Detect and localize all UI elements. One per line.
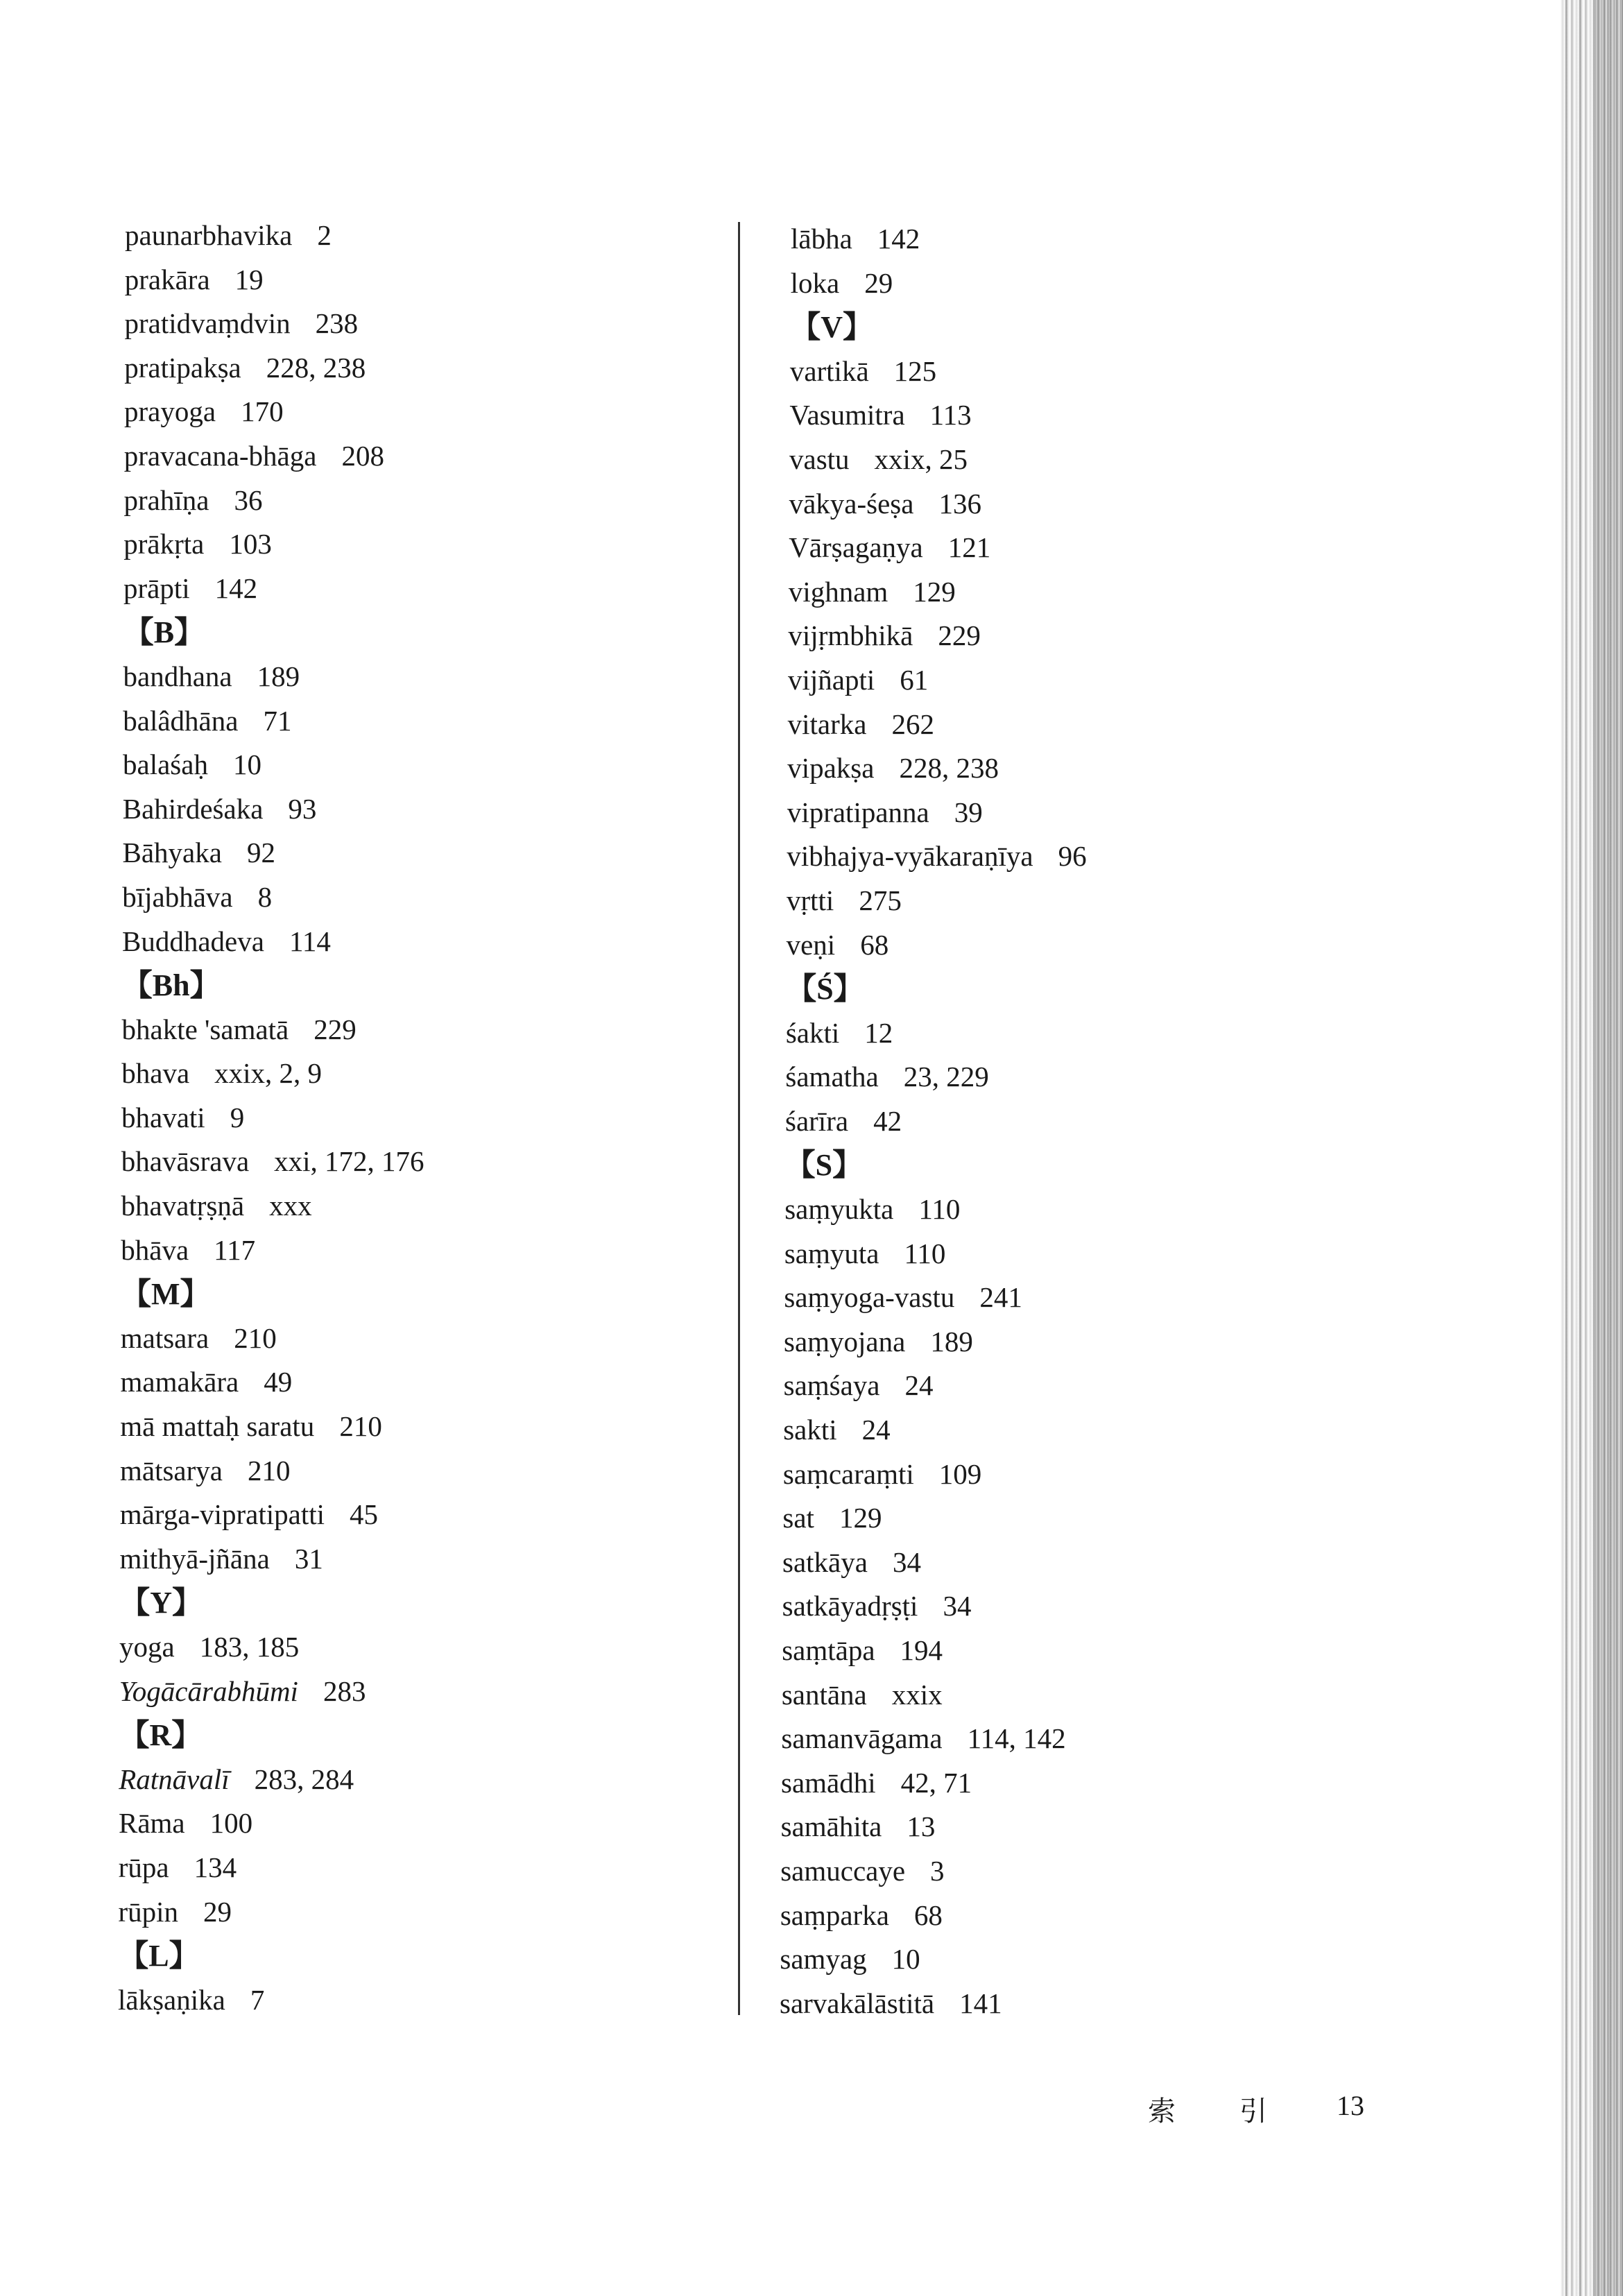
index-entry [123,787,424,832]
index-page-refs: 61 [900,663,929,696]
index-term: prahīṇa [123,483,209,516]
index-page-refs: 129 [839,1502,882,1534]
index-term: Vārṣagaṇya [789,531,923,564]
index-entry [125,302,424,346]
index-page-refs: 210 [234,1321,277,1354]
index-term: prākṛta [123,528,205,560]
index-entry [120,1405,424,1449]
index-page-refs: 283, 284 [254,1763,354,1795]
index-entry [120,1493,424,1537]
index-term: bhava [121,1057,190,1090]
index-term: samuccaye [780,1854,906,1887]
index-term: mamakāra [120,1366,239,1398]
index-entry [784,1188,1086,1232]
index-page-refs: 100 [209,1807,253,1840]
index-term: bhavāsrava [121,1145,250,1178]
index-entry [789,570,1087,615]
index-term: vipratipanna [787,796,929,828]
index-term: balâdhāna [123,704,239,737]
index-page-refs: 42, 71 [900,1766,972,1799]
index-term: Buddhadeva [122,925,264,957]
index-page-refs: 29 [203,1895,232,1928]
index-entry [120,1537,424,1582]
index-entry [781,1717,1086,1761]
index-page-refs: 134 [194,1851,237,1883]
index-term: vastu [789,443,850,475]
index-entry [122,875,424,920]
index-term: saṃyukta [784,1193,894,1226]
index-term: Vasumitra [789,399,905,431]
index-term: Rāma [119,1807,185,1840]
index-page-refs: 170 [241,395,284,428]
index-entry [783,1408,1086,1453]
index-term: prakāra [124,263,210,295]
index-page-refs: 142 [877,223,920,255]
index-entry [121,1052,424,1096]
index-page-refs: 229 [938,619,981,652]
index-entry [782,1629,1086,1673]
index-term: saṃyuta [784,1237,879,1269]
index-entry [119,1890,424,1935]
index-term: yoga [119,1631,175,1663]
index-term: pratipakṣa [124,351,241,384]
index-page-refs: 34 [892,1545,921,1578]
index-entry [119,1670,424,1714]
index-term: pravacana-bhāga [123,439,317,472]
index-section-header: 【L】 [118,1939,200,1973]
index-section-header: 【V】 [790,310,873,345]
index-page-refs: 210 [247,1454,291,1487]
index-term: prayoga [124,395,216,428]
index-entry [124,346,424,391]
index-term: vighnam [788,575,888,608]
index-term: pratidvaṃdvin [124,307,291,340]
index-term: śakti [785,1016,840,1049]
index-entry [787,791,1087,835]
index-entry [784,1232,1087,1276]
index-term: vitarka [787,708,867,740]
index-page-refs: 110 [918,1193,961,1226]
index-entry [118,1978,424,2023]
index-page-refs: 68 [860,928,889,961]
index-term: bhāva [121,1233,189,1266]
index-term: saṃcaraṃti [782,1457,914,1490]
index-term: Bahirdeśaka [122,792,264,825]
index-term: balaśaḥ [123,748,208,781]
index-entry [119,1625,424,1670]
index-entry [123,655,424,699]
index-entry [785,1055,1086,1099]
column-divider [738,222,740,2015]
index-entry [125,214,424,258]
index-section-header: 【Bh】 [121,968,221,1003]
index-term: bhakte 'samatā [121,1013,289,1045]
index-term: vibhajya-vyākaraṇīya [787,840,1033,873]
index-page-refs: xxix, 25 [874,443,968,475]
index-term: lābha [791,223,852,255]
index-entry [782,1584,1087,1629]
index-entry [125,258,424,302]
index-section-header: 【R】 [119,1718,203,1753]
index-entry [791,262,1087,306]
page-number: 13 [1337,2090,1364,2121]
index-page-refs: 228, 238 [899,752,999,785]
index-entry [784,1276,1086,1320]
footer-label-index-1: 索 [1148,2096,1176,2127]
index-term: vipakṣa [787,752,875,785]
index-section-header: 【Ś】 [786,972,864,1006]
index-term: mārga-vipratipatti [119,1498,325,1531]
index-term: veṇi [786,928,836,961]
index-entry [787,879,1087,923]
index-term: rūpin [118,1895,179,1928]
index-section-header: 【S】 [784,1148,864,1183]
index-entry [780,1982,1087,2026]
index-page-refs: 136 [938,487,981,520]
index-entry [790,350,1087,394]
index-entry [783,1453,1087,1497]
index-page-refs: 228, 238 [266,351,366,384]
index-page-refs: 49 [264,1366,293,1398]
index-entry [782,1541,1087,1585]
index-term: vākya-śeṣa [789,487,914,520]
index-entry [121,1317,424,1361]
index-column-right [780,217,1087,2025]
index-page-refs: 241 [979,1281,1022,1314]
index-page-refs: 71 [263,704,292,737]
index-page-refs: 68 [913,1899,943,1931]
footer-label-index-2: 引 [1239,2096,1267,2127]
index-entry [122,1008,424,1052]
index-entry [119,1758,424,1802]
index-entry [789,393,1086,438]
index-entry [121,1096,424,1140]
index-page-refs: xxix [891,1678,943,1711]
index-term: bījabhāva [122,880,233,913]
index-entry [780,1937,1086,1982]
index-entry [789,482,1087,526]
index-term: mā mattaḥ saratu [120,1410,315,1443]
index-page-refs: xxix, 2, 9 [214,1057,323,1090]
index-entry [121,1184,424,1228]
index-term: saṃśaya [783,1369,880,1402]
index-entry [780,1849,1086,1894]
index-term: sakti [783,1414,837,1446]
index-term: saṃyoga-vastu [784,1281,955,1314]
index-page-refs: 36 [234,483,263,516]
index-entry [119,1801,424,1846]
index-page-refs: 42 [873,1104,902,1137]
index-entry [787,923,1087,968]
index-page-refs: 275 [859,884,902,916]
index-entry [781,1805,1087,1849]
index-entry [124,434,424,479]
index-page-refs: 13 [907,1810,936,1843]
index-term: sarvakālāstitā [780,1987,935,2019]
index-term: vṛtti [787,884,834,916]
index-term: matsara [120,1321,209,1354]
index-page-refs: xxx [269,1190,312,1222]
index-section-header: 【Y】 [119,1586,203,1620]
index-column-left [118,214,424,2022]
index-term: śarīra [785,1104,849,1137]
index-page-refs: 93 [288,792,317,825]
scan-edge-shadow-dark [1595,0,1623,2296]
index-page-refs: 129 [913,575,956,608]
index-entry [791,217,1087,262]
index-section-header: 【B】 [123,615,205,650]
index-term: sat [782,1502,814,1534]
index-page-refs: xxi, 172, 176 [274,1145,424,1178]
index-term: samyag [780,1943,867,1976]
index-page-refs: 189 [930,1325,973,1357]
index-term: saṃparka [780,1899,889,1931]
index-term: saṃyojana [784,1325,906,1357]
index-page-refs: 125 [893,354,937,387]
index-term: saṃtāpa [782,1634,875,1666]
index-page-refs: 29 [864,266,893,299]
index-page-refs: 92 [246,837,275,869]
index-term: samādhi [781,1766,876,1799]
index-page-refs: 121 [947,531,991,564]
index-entry [782,1496,1086,1541]
index-page-refs: 24 [904,1369,934,1402]
index-page-refs: 189 [257,660,300,692]
index-page-refs: 103 [229,528,272,560]
index-page-refs: 96 [1058,840,1087,873]
index-term: rūpa [118,1851,169,1883]
index-page-refs: 9 [230,1101,245,1133]
index-entry [786,1011,1087,1056]
index-page-refs: 283 [323,1674,366,1707]
index-page-refs: 34 [943,1590,972,1622]
index-term: satkāya [782,1545,868,1578]
index-term: vijñapti [788,663,875,696]
index-entry [781,1761,1087,1806]
index-entry [121,1228,424,1273]
index-entry [121,1140,424,1184]
index-entry [119,1846,424,1890]
index-entry [784,1320,1087,1364]
index-entry [785,1099,1087,1144]
index-page-refs: 2 [317,219,332,251]
index-page-refs: 19 [234,263,264,295]
index-entry [123,831,424,875]
index-page-refs: 31 [294,1542,323,1575]
index-entry [787,746,1086,791]
index-entry [788,703,1087,747]
index-term: paunarbhavika [125,219,293,251]
index-term: bhavatṛṣṇā [121,1190,245,1222]
index-page-refs: 39 [954,796,983,828]
index-term: samanvāgama [781,1722,943,1755]
index-page-refs: 3 [930,1854,945,1887]
index-entry [123,699,424,744]
index-section-header: 【M】 [121,1277,211,1312]
index-term: prāpti [123,572,190,604]
index-entry [788,614,1086,658]
index-entry [122,920,424,964]
index-entry [789,438,1087,482]
index-term: Ratnāvalī [119,1763,230,1795]
index-page-refs: 262 [891,708,934,740]
index-entry [124,390,424,434]
index-entry [782,1673,1087,1717]
index-term: bandhana [123,660,232,692]
index-term: Bāhyaka [122,837,222,869]
index-page-refs: 7 [250,1983,265,2016]
index-page-refs: 12 [864,1016,893,1049]
index-page-refs: 8 [257,880,273,913]
index-page-refs: 10 [232,748,261,781]
index-term: mithyā-jñāna [119,1542,270,1575]
index-page-refs: 141 [959,1987,1002,2019]
index-term: satkāyadṛṣṭi [782,1590,918,1622]
index-term: Yogācārabhūmi [119,1674,298,1707]
index-term: santāna [781,1678,867,1711]
index-page-refs: 24 [861,1414,891,1446]
index-page-refs: 238 [315,307,359,340]
index-page-refs: 114, 142 [967,1722,1066,1755]
index-entry [123,522,424,567]
index-page-refs: 194 [900,1634,943,1666]
index-page-refs: 114 [289,925,331,957]
index-term: bhavati [121,1101,205,1133]
index-term: mātsarya [120,1454,223,1487]
index-page-refs: 109 [938,1457,982,1490]
index-page-refs: 210 [339,1410,382,1443]
index-page-refs: 113 [929,399,972,431]
index-term: samāhita [780,1810,882,1843]
index-entry [780,1894,1087,1938]
index-term: vartikā [789,354,869,387]
index-page-refs: 45 [350,1498,378,1531]
index-entry [121,1360,424,1405]
index-entry [787,834,1086,879]
index-entry [123,567,424,611]
index-term: lākṣaṇika [118,1983,225,2016]
index-page-refs: 117 [214,1233,256,1266]
index-entry [789,526,1086,570]
index-entry [120,1449,424,1493]
index-term: loka [790,266,840,299]
index-entry [123,743,424,787]
index-term: vijṛmbhikā [788,619,913,652]
index-entry [784,1364,1087,1408]
index-page-refs: 208 [341,439,384,472]
index-entry [124,479,424,523]
index-entry [788,658,1087,703]
index-page-refs: 183, 185 [199,1631,300,1663]
index-page-refs: 142 [214,572,258,604]
index-page-refs: 23, 229 [903,1061,989,1093]
index-page-refs: 10 [891,1943,920,1976]
index-term: śamatha [785,1061,879,1093]
index-page-refs: 229 [314,1013,357,1045]
index-page-refs: 110 [904,1237,946,1269]
